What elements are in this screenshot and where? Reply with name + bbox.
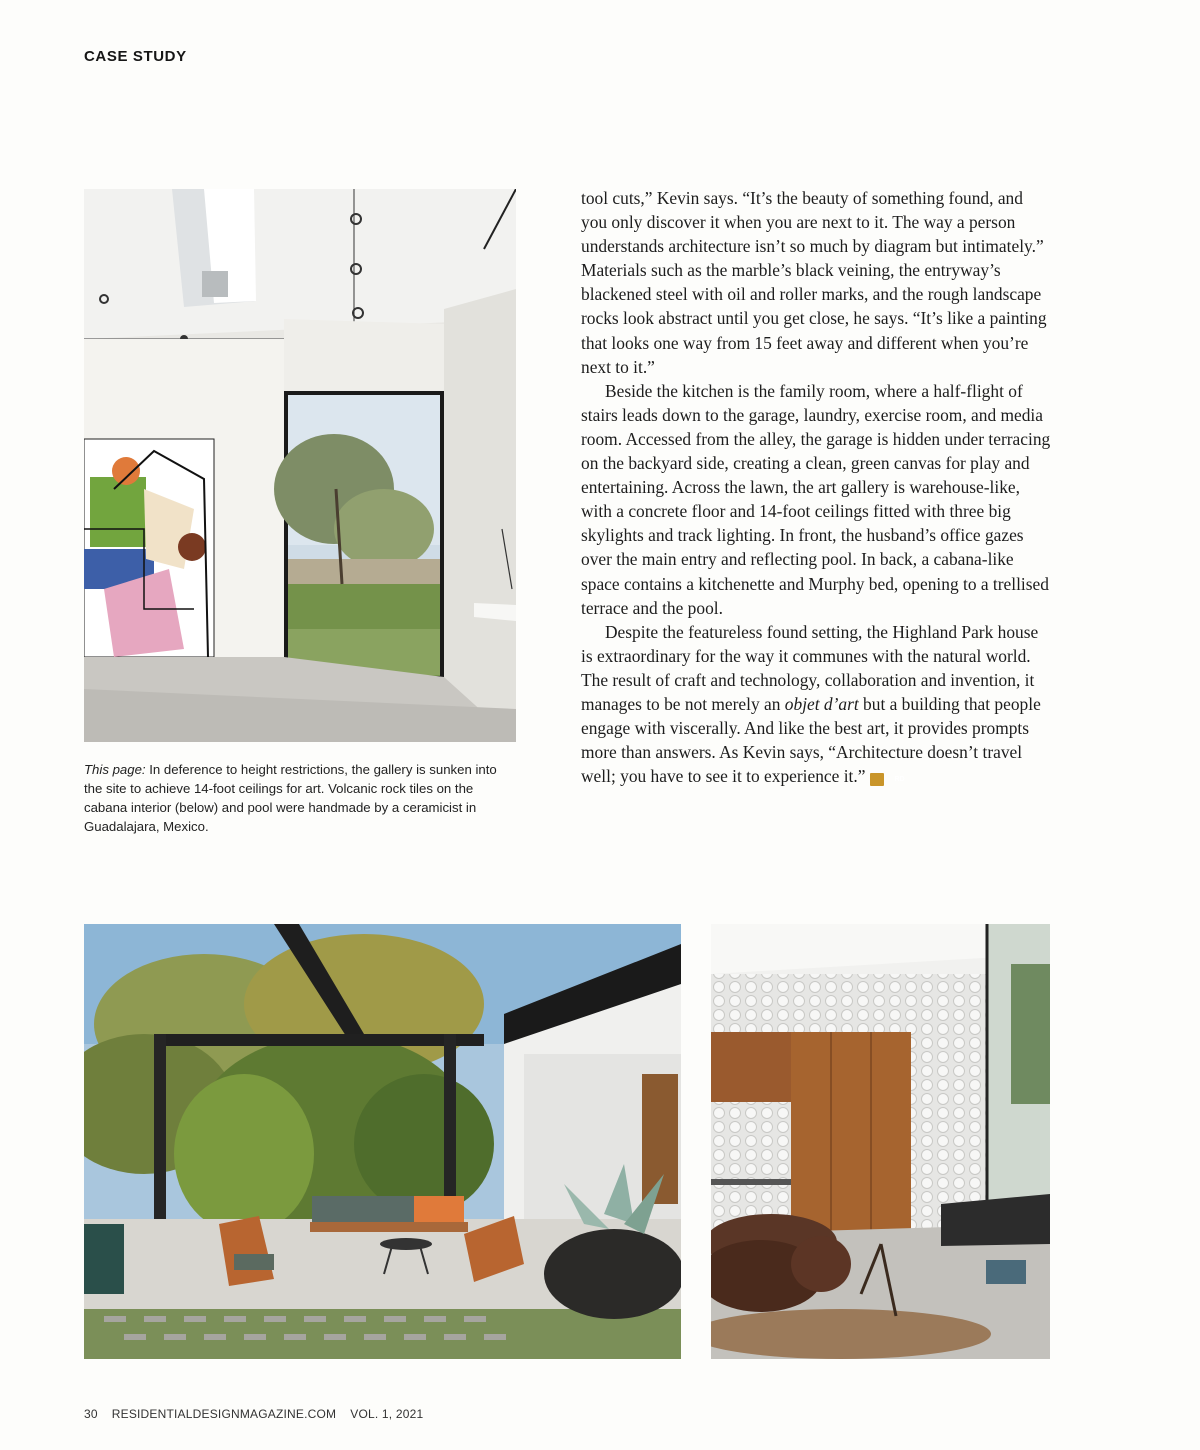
article-italic-text: objet d’art bbox=[784, 693, 859, 714]
photo-caption bbox=[84, 760, 514, 836]
section-label: CASE STUDY bbox=[84, 48, 187, 65]
issue-volume: VOL. 1, 2021 bbox=[350, 1407, 424, 1421]
patio-photo bbox=[84, 924, 681, 1359]
article-paragraph: Beside the kitchen is the family room, where a half-flight of stairs leads down to the garage, laundry, exercise room, and media room. Accessed from the alley, the garage is hidden under terracing on the backyard side, creating a clean, green canvas for play and entertaining. Across the lawn, the art gallery is warehouse-like, with a concrete floor and 14-foot ceilings fitted with three big skylights and track lighting. In front, the husband’s office gazes over the main entry and reflecting pool. In back, a cabana-like space contains a kitchenette and Murphy bed, opening to a trellised terrace and the pool. bbox=[581, 380, 1051, 618]
end-mark-icon: RD bbox=[870, 773, 884, 786]
gallery-photo bbox=[84, 189, 516, 742]
magazine-site: RESIDENTIALDESIGNMAGAZINE.COM bbox=[111, 1407, 337, 1421]
page-number: 30 bbox=[84, 1407, 98, 1421]
article-paragraph bbox=[581, 620, 1051, 789]
article-paragraph: tool cuts,” Kevin says. “It’s the beauty of something found, and you only discover it when you are next to it. The way a person understands architecture isn’t so much by diagram but intimately.” Materials such as the marble’s black veining, the entryway’s blackened steel with oil and roller marks, and the rough landscape rocks look abstract until you get close, he says. “It’s like a painting that looks one way from 15 feet away and different when you’re next to it.” bbox=[581, 188, 1047, 377]
page-footer bbox=[84, 1407, 437, 1421]
cabana-interior-photo bbox=[711, 924, 1050, 1359]
article-text: but a building that people engage with viscerally. And like the best art, it provides prompts more than answers. As Kevin says, “Architecture doesn’t travel well; you have to see it to experience it.” bbox=[581, 693, 1041, 787]
article-text: Despite the featureless found setting, the Highland Park house is extraordinary for the way it communes with the natural world. The result of craft and technology, collaboration and invention, it manages to be not merely an bbox=[581, 621, 1039, 714]
article-body bbox=[581, 186, 1051, 788]
caption-lead: This page: bbox=[84, 762, 146, 777]
caption-text: In deference to height restrictions, the gallery is sunken into the site to achieve 14-foot ceilings for art. Volcanic rock tiles on the cabana interior (below) and pool were handmade by a ceramicist in Guadalajara, Mexico. bbox=[84, 762, 497, 834]
